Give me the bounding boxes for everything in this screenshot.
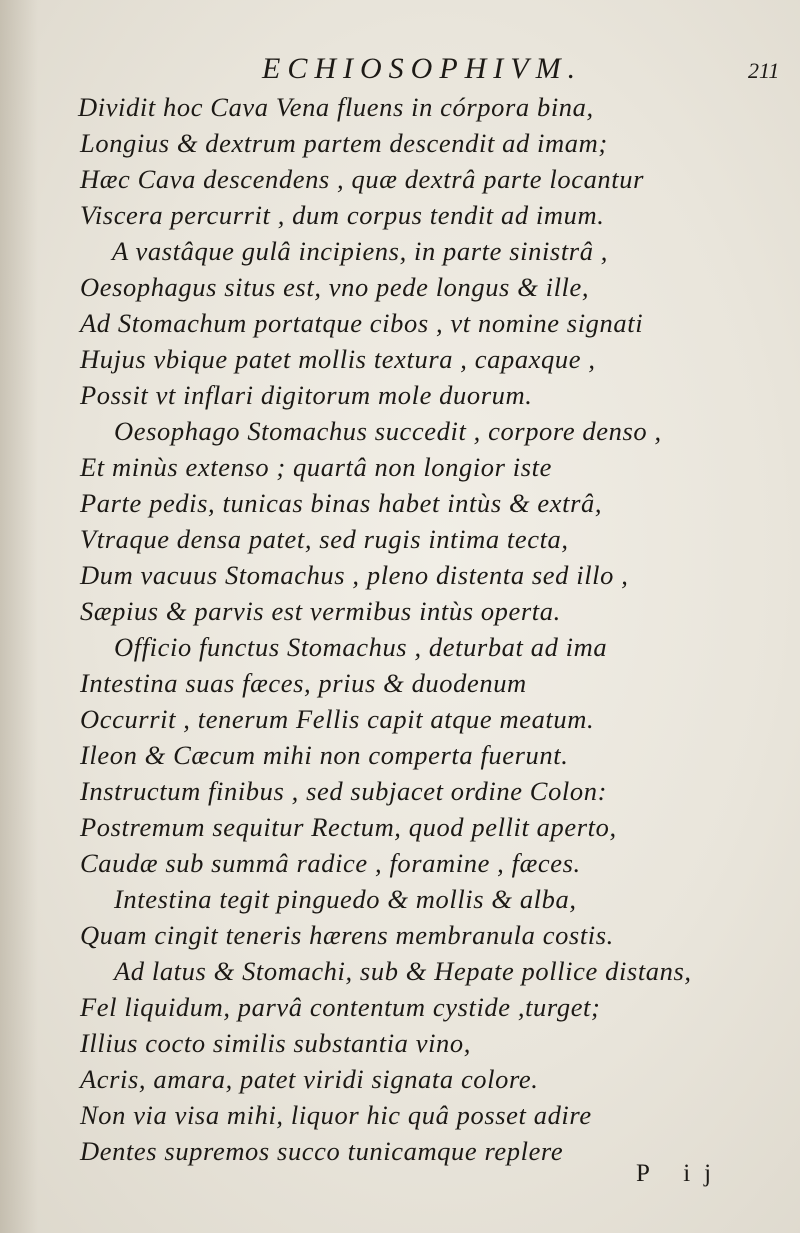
verse-line: A vastâque gulâ incipiens, in parte sinistrâ , [112,236,608,266]
page-number: 211 [748,58,780,83]
verse-line: Acris, amara, patet viridi signata colore. [80,1064,539,1094]
verse-line: Fel liquidum, parvâ contentum cystide ,turget; [80,992,601,1022]
verse-line: Postremum sequitur Rectum, quod pellit aperto, [80,812,617,842]
signature-mark: P ij [636,1160,726,1187]
verse-line: Caudæ sub summâ radice , foramine , fæces. [80,848,581,878]
verse-line: Officio functus Stomachus , deturbat ad ima [114,632,608,662]
verse-line: Dum vacuus Stomachus , pleno distenta sed illo , [80,560,629,590]
verse-line: Intestina suas fæces, prius & duodenum [80,668,527,698]
verse-line: Sæpius & parvis est vermibus intùs operta. [80,596,561,626]
verse-line: Ad latus & Stomachi, sub & Hepate pollice distans, [114,956,692,986]
running-title: ECHIOSOPHIVM. [262,52,583,85]
verse-line: Intestina tegit pinguedo & mollis & alba, [114,884,577,914]
verse-line: Instructum finibus , sed subjacet ordine Colon: [80,776,608,806]
verse-line: Possit vt inflari digitorum mole duorum. [80,380,533,410]
verse-line: Et minùs extenso ; quartâ non longior iste [80,452,552,482]
verse-line: Occurrit , tenerum Fellis capit atque meatum. [80,704,595,734]
verse-line: Hujus vbique patet mollis textura , capaxque , [80,344,596,374]
verse-line: Illius cocto similis substantia vino, [80,1028,471,1058]
verse-line: Non via visa mihi, liquor hic quâ posset adire [80,1100,592,1130]
verse-line: Oesophagus situs est, vno pede longus & ille, [80,272,590,302]
verse-line: Ad Stomachum portatque cibos , vt nomine signati [80,308,644,338]
verse-line: Dividit hoc Cava Vena fluens in córpora bina, [78,92,594,122]
verse-line: Vtraque densa patet, sed rugis intima tecta, [80,524,569,554]
verse-line: Parte pedis, tunicas binas habet intùs & extrâ, [80,488,603,518]
verse-line: Viscera percurrit , dum corpus tendit ad imum. [80,200,605,230]
verse-line: Oesophago Stomachus succedit , corpore denso , [114,416,662,446]
verse-line: Quam cingit teneris hærens membranula costis. [80,920,614,950]
verse-line: Hæc Cava descendens , quæ dextrâ parte locantur [80,164,644,194]
running-head [0,52,800,92]
verse-line: Longius & dextrum partem descendit ad imam; [80,128,608,158]
verse-line: Ileon & Cæcum mihi non comperta fuerunt. [80,740,569,770]
verse-line: Dentes supremos succo tunicamque replere [80,1136,564,1166]
